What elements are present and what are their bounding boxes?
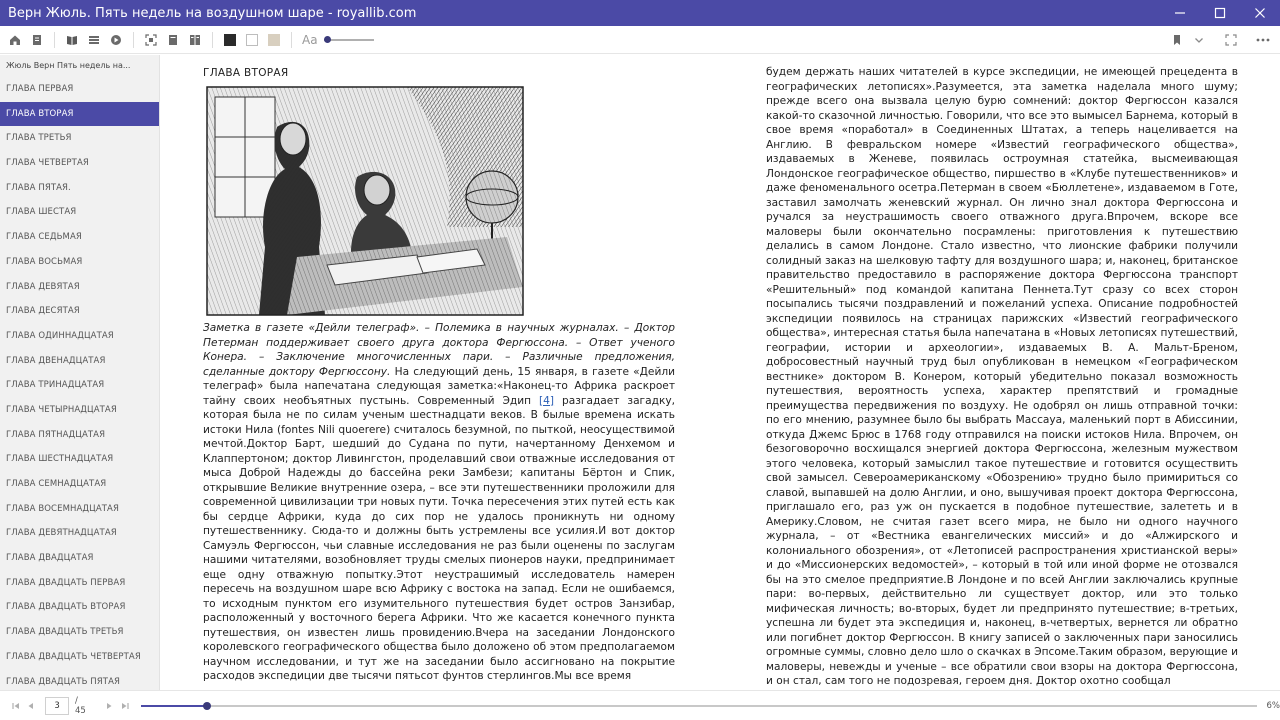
chapter-item[interactable]: ГЛАВА ПЯТАЯ. [6, 182, 71, 193]
toolbar [0, 26, 1280, 54]
chapter-item[interactable]: ГЛАВА ДВАДЦАТАЯ [6, 553, 94, 564]
prev-page-button[interactable] [24, 698, 40, 714]
page-number-input[interactable]: 3 [45, 697, 69, 715]
chapter-item[interactable]: ГЛАВА ВОСЕМНАДЦАТАЯ [6, 503, 119, 514]
chapter-item[interactable]: ГЛАВА СЕМНАДЦАТАЯ [6, 479, 107, 489]
chapter-item[interactable]: ГЛАВА ДВАДЦАТЬ ВТОРАЯ [6, 602, 126, 613]
chapter-item[interactable]: ГЛАВА ДВАДЦАТЬ ПЕРВАЯ [6, 577, 126, 588]
chapter-summary: Заметка в газете «Дейли телеграф». – Полемика в научных журналах. – Доктор Петерман поддерживает своего друга доктора Фергюссона. – Ответ ученого Конера. – Заключение многочисленных пари. – Различные предложения, сделанные доктору Фергюссону. [203, 322, 675, 378]
body-paragraph: разгадает загадку, которая была не по силам ученым шестнадцати веков. В былые времена искать истоки Нила (fontes Nili quoerere) считалось безумной, по пыткой, неосуществимой мечтой.Доктор Барт, шедший до Судана по пути, начертанному Денхемом и Клаппертоном; доктор Ливингстон, проделавший свои отважные исследования от мыса Доброй Надежды до бассейна реки Замбези; капитаны Бёртон и Спик, открывшие Великие внутренние озера, – все эти путешественники проложили для современной цивилизации три новых пути. Точка пересечения этих путей есть как бы сердце Африки, куда до сих пор не удалось проникнуть ни одному путешественнику. Сюда-то и должны быть устремлены все усилия.И вот доктор Самуэль Фергюссон, чьи славные исследования не раз были оценены по заслугам нашими читателями, возобновляет труды смелых пионеров науки, предпринимает еще одну отважную попытку.Этот неустрашимый исследователь намерен пересечь на воздушном шаре всю Африку с востока на запад. Если не ошибаемся, то исходным пунктом его изумительного путешествия будет остров Занзибар, расположенный у восточного берега Африки. Что же касается конечного пункта путешествия, он известен лишь провидению.Вчера на заседании Лондонского королевского географического общества было доложено об этом предполагаемом научном исследовании, и тут же на заседании было ассигновано на покрытие расходов экспедиции две тысячи пятьсот фунтов стерлингов.Мы все время [203, 394, 675, 682]
reading-progress-slider[interactable] [141, 705, 1257, 707]
chapter-item[interactable]: ГЛАВА ОДИННАДЦАТАЯ [6, 330, 114, 341]
chapter-item[interactable]: ГЛАВА ДЕВЯТАЯ [6, 281, 80, 292]
bookmark-icon[interactable] [1166, 29, 1188, 51]
book-title: Жюль Верн Пять недель на... [6, 61, 131, 70]
home-icon[interactable] [4, 29, 26, 51]
toolbar-divider [212, 32, 213, 48]
close-icon [1254, 7, 1266, 19]
chapter-heading: ГЛАВА ВТОРАЯ [203, 67, 289, 79]
toolbar-divider [133, 32, 134, 48]
chapter-item[interactable]: ГЛАВА ПЯТНАДЦАТАЯ [6, 429, 106, 440]
page-total: / 45 [74, 695, 86, 716]
chapter-item[interactable]: ГЛАВА ВОСЬМАЯ [6, 256, 83, 267]
dark-theme-swatch[interactable] [224, 34, 236, 46]
prev-page-icon [26, 701, 36, 711]
chapter-item[interactable]: ГЛАВА ВТОРАЯ [0, 102, 159, 127]
reading-area [161, 55, 1280, 690]
table-of-contents [0, 55, 160, 690]
fit-page-icon[interactable] [140, 29, 162, 51]
footnote-link[interactable]: [4] [539, 394, 555, 407]
list-icon[interactable] [83, 29, 105, 51]
library-icon[interactable] [26, 29, 48, 51]
fullscreen-icon[interactable] [1220, 29, 1242, 51]
next-page-button[interactable] [101, 698, 117, 714]
status-bar [0, 690, 1280, 720]
minimize-button[interactable] [1160, 0, 1200, 26]
chapter-item[interactable]: ГЛАВА ДЕСЯТАЯ [6, 306, 80, 317]
sepia-theme-swatch[interactable] [268, 34, 280, 46]
chapter-item[interactable]: ГЛАВА ТРИНАДЦАТАЯ [6, 380, 105, 391]
font-size-slider-knob[interactable] [324, 36, 331, 43]
chevron-down-icon[interactable] [1188, 29, 1210, 51]
light-theme-swatch[interactable] [246, 34, 258, 46]
toolbar-divider [291, 32, 292, 48]
engraving-illustration [207, 87, 523, 315]
last-page-icon [120, 701, 130, 711]
chapter-item[interactable]: ГЛАВА ШЕСТАЯ [6, 207, 77, 218]
reading-progress-fill [141, 705, 208, 707]
single-page-icon[interactable] [162, 29, 184, 51]
body-paragraph: будем держать наших читателей в курсе экспедиции, не имеющей прецедента в географических летописях».Разумеется, эта заметка наделала много шуму; прежде всего она вызвала целую бурю сомнений: доктор Фергюссон казался какой-то сказочной личностью. Говорили, что все это вымысел Барнема, который в свое время «поработал» в Соединенных Штатах, а теперь нацеливается на Англию. В февральском номере «Известий географического общества», издаваемых в Женеве, появилась остроумная статейка, высмеивающая Лондонское географическое общество, пиршество в «Клубе путешественников» и даже феноменального осетра.Петерман в своем «Бюллетене», издаваемом в Готе, заставил замолчать женевский журнал. Он лично знал доктора Фергюссона и ручался за неустрашимость своего отважного друга.Впрочем, вскоре все маловеры были окончательно посрамлены: приготовления к путешествию делались в самом Лондоне. Стало известно, что лионские фабрики получили солидный заказ на шелковую тафту для воздушного шара; и, наконец, британское правительство предоставило в распоряжение доктора Фергюссона транспорт «Решительный» под командой капитана Пеннета.Тут сразу со всех сторон посыпались тысячи поздравлений и пожеланий успеха. Описание подробностей экспедиции появилось на страницах парижских «Известий географического общества», интересная статья была напечатана в «Новых летописях путешествий, географии, истории и археологии», издаваемых В. А. Мальт-Бреном, добросовестный научный труд был опубликован в немецком «Географическом вестнике» доктором В. Конером, который убедительно показал возможность путешествия, вероятность успеха, характер препятствий и громадные преимущества передвижения по воздуху. Не одобрял он лишь отправной точки: по его мнению, разумнее было бы выбрать Массауа, маленький порт в Абиссинии, откуда Джемс Брюс в 1768 году отправился на поиски истоков Нила. Впрочем, он безоговорочно восхищался энергией доктора Фергюссона, железным мужеством этого человека, который замыслил такое путешествие и готовится осуществить свой замысел. Североамериканскому «Обозрению» трудно было примириться со славой, выпавшей на долю Англии, и оно, вышучивая проект доктора Фергюссона, приглашало его, раз уж он пускается в подобное путешествие, залететь и в Америку.Словом, не считая газет всего мира, не было ни одного научного журнала, – от «Вестника евангелических миссий» и до «Алжирского и колониального обозрения», от «Летописей распространения христианской веры» и до «Миссионерских ведомостей», – который в той или иной форме не отозвался бы на это смелое предприятие.В Лондоне и по всей Англии заключались крупные пари: во-первых, действительно ли существует доктор, или это только мифическая личность; во-вторых, будет ли предпринято путешествие; в-третьих, успешна ли будет эта экспедиция и, наконец, в-четвертых, вернется ли обратно или погибнет доктор Фергюссон. В книгу записей о заключенных пари заносились огромные суммы, словно дело шло о скачках в Эпсоме.Таким образом, верующие и маловеры, невежды и ученые – все обратили свои взоры на доктора Фергюссона, и он стал, сам того не подозревая, героем дня. Доктор охотно сообщал [766, 66, 1238, 687]
body-paragraph: На следующий день, 15 января, в газете «Дейли телеграф» была напечатана следующая заметка:«Наконец-то Африка раскроет тайну своих необъятных пустынь. Современный Эдип [203, 365, 675, 407]
more-icon[interactable] [1252, 29, 1274, 51]
maximize-icon [1214, 7, 1226, 19]
maximize-button[interactable] [1200, 0, 1240, 26]
next-page-icon [104, 701, 114, 711]
chapter-item[interactable]: ГЛАВА ЧЕТВЕРТАЯ [6, 158, 89, 169]
minimize-icon [1174, 7, 1186, 19]
title-bar [0, 0, 1280, 26]
chapter-item[interactable]: ГЛАВА ТРЕТЬЯ [6, 133, 72, 144]
font-size-label: Aa [302, 32, 318, 47]
chapter-item[interactable]: ГЛАВА ДЕВЯТНАДЦАТАЯ [6, 528, 117, 539]
window-title: Верн Жюль. Пять недель на воздушном шаре - royallib.com [8, 5, 417, 21]
first-page-button[interactable] [8, 698, 24, 714]
chapter-item[interactable]: ГЛАВА ДВАДЦАТЬ ТРЕТЬЯ [6, 627, 124, 638]
dual-page-icon[interactable] [184, 29, 206, 51]
font-size-slider[interactable] [324, 39, 374, 41]
close-button[interactable] [1240, 0, 1280, 26]
progress-percent: 6% [1266, 700, 1280, 711]
chapter-list [0, 77, 159, 694]
chapter-item[interactable]: ГЛАВА ДВАДЦАТЬ ЧЕТВЕРТАЯ [6, 651, 141, 662]
page-left-text [203, 321, 675, 682]
chapter-item[interactable]: ГЛАВА ШЕСТНАДЦАТАЯ [6, 454, 114, 465]
first-page-icon [11, 701, 21, 711]
chapter-item[interactable]: ГЛАВА ЧЕТЫРНАДЦАТАЯ [6, 404, 117, 415]
chapter-item[interactable]: ГЛАВА ДВАДЦАТЬ ПЯТАЯ [6, 676, 121, 687]
page-right-text [766, 65, 1238, 687]
play-icon[interactable] [105, 29, 127, 51]
toolbar-divider [54, 32, 55, 48]
chapter-item[interactable]: ГЛАВА СЕДЬМАЯ [6, 232, 82, 243]
reading-progress-knob[interactable] [203, 702, 211, 710]
chapter-item[interactable]: ГЛАВА ДВЕНАДЦАТАЯ [6, 355, 106, 366]
chapter-item[interactable]: ГЛАВА ПЕРВАЯ [6, 84, 74, 94]
last-page-button[interactable] [117, 698, 133, 714]
book-open-icon[interactable] [61, 29, 83, 51]
